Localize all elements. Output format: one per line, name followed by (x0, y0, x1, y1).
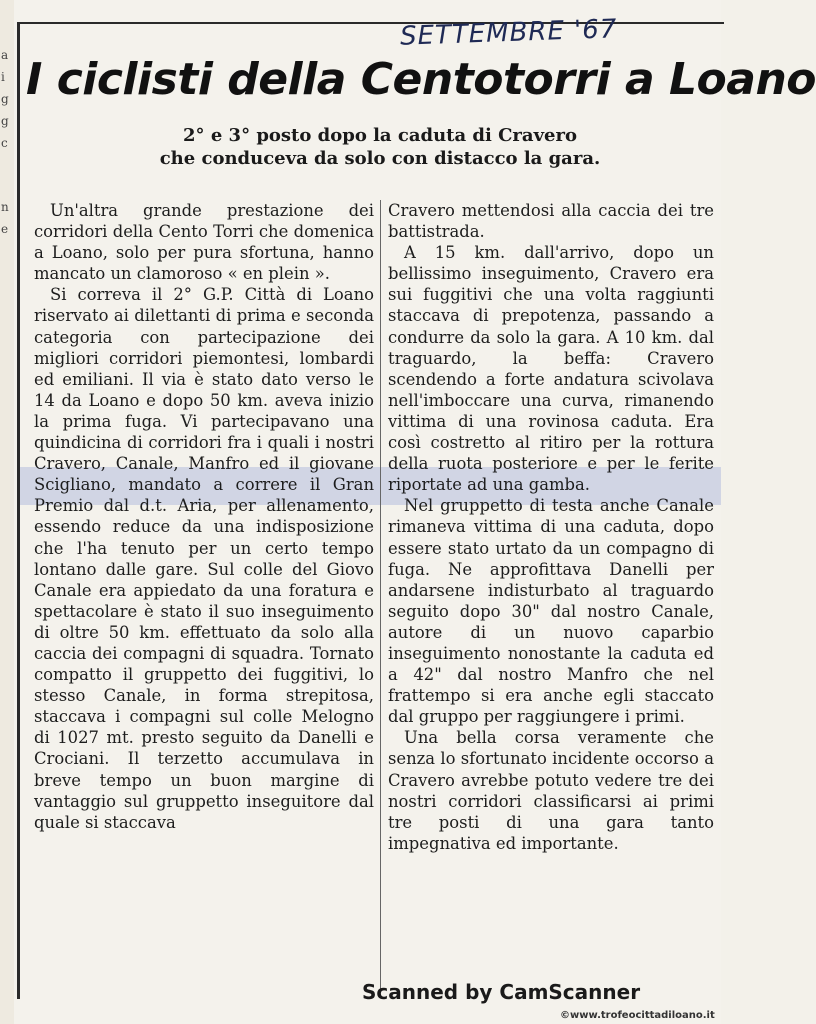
paragraph: A 15 km. dall'arrivo, dopo un bellissimo inseguimento, Cravero era sui fuggitivi che una volta raggiunti staccava di prepotenza, passando a condurre da solo la gara. A 10 km. dal traguardo, la beffa: Cravero scendendo a forte andatura scivolava nell'imboccare una curva, rimanendo vittima di una rovinosa caduta. Era così costretto al ritiro per la rottura della ruota posteriore e per le ferite riportate ad una gamba. (388, 243, 714, 495)
paragraph: Un'altra grande prestazione dei corridori della Cento Torri che domenica a Loano, solo per pura sfortuna, hanno mancato un clamoroso « en plein ». (34, 201, 374, 284)
paragraph: Una bella corsa veramente che senza lo sfortunato incidente occorso a Cravero avrebbe potuto vedere tre dei nostri corridori classificarsi ai primi tre posti di una gara tanto impegnativa ed importante. (388, 728, 714, 853)
left-margin-strip (0, 0, 14, 1024)
margin-char: e (1, 222, 9, 236)
headline: I ciclisti della Centotorri a Loano (26, 54, 816, 105)
site-url: ©www.trofeocittadiloano.it (560, 1010, 715, 1021)
subheadline-line: che conduceva da solo con distacco la gara. (159, 148, 601, 169)
article-column-right (388, 200, 714, 854)
handwritten-date: SETTEMBRE '67 (399, 14, 618, 52)
paragraph: Nel gruppetto di testa anche Canale rimaneva vittima di una caduta, dopo essere stato urtato da un compagno di fuga. Ne approfittava Danelli per andarsene indisturbato al traguardo seguito dopo 30" dal nostro Canale, autore di un nuovo caparbio inseguimento nonostante la caduta ed a 42" dal nostro Manfro che nel frattempo si era anche egli staccato dal gruppo per raggiungere i primi. (388, 496, 714, 727)
scanner-watermark: Scanned by CamScanner (362, 980, 641, 1004)
paragraph: Si correva il 2° G.P. Città di Loano riservato ai dilettanti di prima e seconda categoria con partecipazione dei migliori corridori piemontesi, lombardi ed emiliani. Il via è stato dato verso le 14 da Loano e dopo 50 km. aveva inizio la prima fuga. Vi partecipavano una quindicina di corridori fra i quali i nostri Cravero, Canale, Manfro ed il giovane Scigliano, mandato a correre il Gran Premio dal d.t. Aria, per allenamento, essendo reduce da una indisposizione che l'ha tenuto per un certo tempo lontano dalle gare. Sul colle del Giovo Canale era appiedato da una foratura e spettacolare è stato il suo inseguimento di oltre 50 km. effettuato da solo alla caccia dei compagni di squadra. Tornato compatto il gruppetto dei fuggitivi, lo stesso Canale, in forma strepitosa, staccava i compagni sul colle Melogno di 1027 mt. presto seguito da Danelli e Crociani. Il terzetto accumulava in breve tempo un buon margine di vantaggio sul gruppetto inseguitore dal quale si staccava (34, 285, 374, 832)
subheadline (100, 124, 660, 170)
margin-char: a (1, 48, 9, 62)
margin-char: c (1, 136, 8, 150)
article-column-left (34, 200, 374, 833)
margin-char: i (1, 70, 5, 84)
margin-char: g (1, 92, 9, 106)
margin-char: g (1, 114, 9, 128)
column-divider (380, 200, 381, 990)
paragraph: Cravero mettendosi alla caccia dei tre battistrada. (388, 201, 714, 242)
subheadline-line: 2° e 3° posto dopo la caduta di Cravero (183, 125, 577, 146)
margin-char: n (1, 200, 9, 214)
